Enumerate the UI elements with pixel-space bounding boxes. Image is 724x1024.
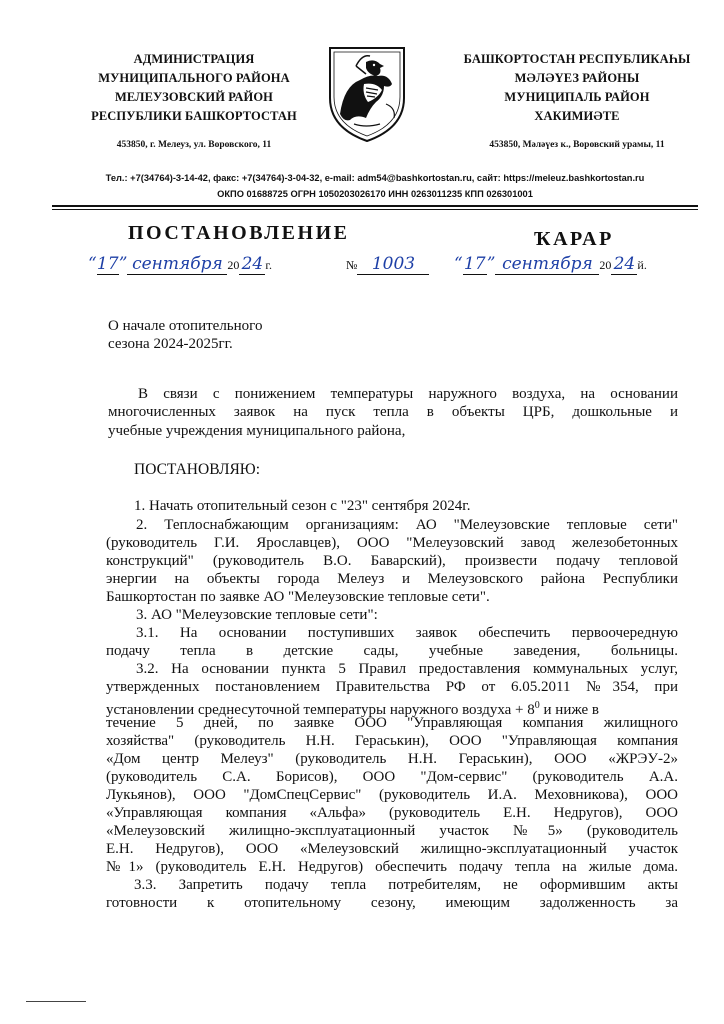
date-day: 17 (96, 254, 119, 274)
date-year: 24 (611, 254, 637, 275)
date-year: 24 (239, 254, 265, 275)
date-open-quote: “ (454, 254, 463, 274)
header-right-line: МУНИЦИПАЛЬ РАЙОН (504, 90, 650, 104)
header-divider-thick (52, 205, 698, 207)
header-right-address: 453850, Мәләүез к., Воровский урамы, 11 (489, 140, 665, 150)
intro-line: многочисленных заявок на пуск тепла в объекты ЦРБ, дошкольные и (108, 404, 678, 420)
paragraph-3-2-line: «Мелеузовский жилищно-эксплуатационный участок №5» (руководитель (106, 823, 678, 839)
header-right-block (444, 50, 710, 126)
header-left-block (60, 50, 328, 126)
subject-line: сезона 2024-2025гг. (108, 336, 233, 352)
paragraph-3-2-line: хозяйства" (руководитель Н.Н. Гераськин), ООО "Управляющая компания (106, 733, 678, 749)
doc-number-value: 1003 (357, 254, 429, 275)
registry-codes-line: ОКПО 01688725 ОГРН 1050203026170 ИНН 0263011235 КПП 026301001 (217, 189, 533, 199)
paragraph-3-1-line: 3.1. На основании поступивших заявок обеспечить первоочередную (136, 625, 678, 641)
paragraph-3-2-line: «Дом центр Мелеуз" (руководитель Н.Н. Гераськин), ООО «ЖРЭУ-2» (106, 751, 678, 767)
header-left-line: МЕЛЕУЗОВСКИЙ РАЙОН (115, 90, 273, 104)
paragraph-3: 3. АО "Мелеузовские тепловые сети": (136, 607, 378, 623)
degree-superscript: 0 (534, 700, 540, 711)
paragraph-2-line: Башкортостан по заявке АО "Мелеузовские тепловые сети". (106, 589, 490, 605)
date-open-quote: “ (88, 254, 97, 274)
paragraph-3-2-line: №1» (руководитель Е.Н. Недругов) обеспечить подачу тепла на жилые дома. (106, 859, 678, 875)
doc-number (346, 254, 429, 275)
paragraph-3-2-line: утвержденных постановлением Правительства РФ от 6.05.2011 №354, при (106, 679, 678, 695)
date-close-quote: ” (486, 254, 496, 274)
date-left (88, 254, 272, 275)
paragraph-3-2-line: Лукьянов), ООО "ДомСпецСервис" (руководитель И.А. Меховникова), ООО (106, 787, 678, 803)
temperature-text-tail: и ниже в (539, 702, 600, 718)
intro-line: учебные учреждения муниципального района, (108, 423, 406, 439)
header-right-line: ХАКИМИӘТЕ (534, 109, 620, 123)
coat-of-arms-emblem (326, 44, 408, 144)
date-month: сентября (127, 254, 227, 275)
header-left-line: АДМИНИСТРАЦИЯ (133, 52, 255, 66)
date-day: 17 (463, 254, 486, 274)
date-month: сентября (495, 254, 599, 275)
date-year-suffix: й. (637, 258, 647, 272)
decree-word: ПОСТАНОВЛЯЮ: (134, 461, 261, 478)
doc-title-ru: ПОСТАНОВЛЕНИЕ (128, 222, 350, 244)
paragraph-1: 1. Начать отопительный сезон с "23" сентября 2024г. (134, 498, 471, 514)
header-right-line: БАШКОРТОСТАН РЕСПУБЛИКАҺЫ (463, 52, 691, 66)
header-left-line: МУНИЦИПАЛЬНОГО РАЙОНА (98, 71, 290, 85)
intro-line: В связи с понижением температуры наружного воздуха, на основании (138, 386, 678, 402)
date-close-quote: ” (118, 254, 128, 274)
date-right (454, 254, 647, 275)
header-left-line: РЕСПУБЛИКИ БАШКОРТОСТАН (91, 109, 297, 123)
paragraph-3-2-line: «Управляющая компания «Альфа» (руководитель Е.Н. Недругов), ООО (106, 805, 678, 821)
paragraph-2-line: энергии на объекты города Мелеуз и Мелеузовского района Республики (106, 571, 678, 587)
date-year-prefix: 20 (599, 258, 612, 272)
paragraph-2-line: (руководитель Г.И. Ярославцев), ООО "Мелеузовский завод железобетонных (106, 535, 678, 551)
header-divider-thin (52, 209, 698, 210)
footer-rule (26, 1001, 86, 1002)
doc-number-label: № (346, 258, 358, 272)
coat-of-arms-icon (326, 44, 408, 144)
subject-line: О начале отопительного (108, 318, 263, 334)
date-year-prefix: 20 (227, 258, 240, 272)
paragraph-3-1-line: подачу тепла в детские сады, учебные заведения, больницы. (106, 643, 678, 659)
paragraph-2-line: конструкций" (руководитель В.О. Баварский), произвести подачу тепловой (106, 553, 678, 569)
temperature-text: установлении среднесуточной температуры наружного воздуха + 8 (106, 702, 535, 718)
contacts-line: Тел.: +7(34764)-3-14-42, факс: +7(34764)-3-04-32, e-mail: adm54@bashkortostan.ru, сайт: https://meleuz.bashkortostan.ru (105, 173, 645, 183)
paragraph-3-2-line: 3.2. На основании пункта 5 Правил предоставления коммунальных услуг, (136, 661, 678, 677)
header-left-address: 453850, г. Мелеуз, ул. Воровского, 11 (116, 140, 272, 150)
paragraph-3-2-line: течение 5 дней, по заявке ООО "Управляющая компания жилищного (106, 715, 678, 731)
paragraph-3-2-line: (руководитель С.А. Борисов), ООО "Дом-сервис" (руководитель А.А. (106, 769, 678, 785)
paragraph-3-3-line: готовности к отопительному сезону, имеющим задолженность за (106, 895, 678, 911)
doc-title-ba: ҠАРАР (534, 228, 614, 250)
paragraph-2-line: 2. Теплоснабжающим организациям: АО "Мелеузовские тепловые сети" (136, 517, 678, 533)
paragraph-3-2-line: Е.Н. Недругов), ООО «Мелеузовский жилищно-эксплуатационный участок (106, 841, 678, 857)
date-year-suffix: г. (265, 258, 272, 272)
paragraph-3-3-line: 3.3. Запретить подачу тепла потребителям, не оформившим акты (134, 877, 678, 893)
header-right-line: МӘЛӘҮЕЗ РАЙОНЫ (514, 71, 640, 85)
